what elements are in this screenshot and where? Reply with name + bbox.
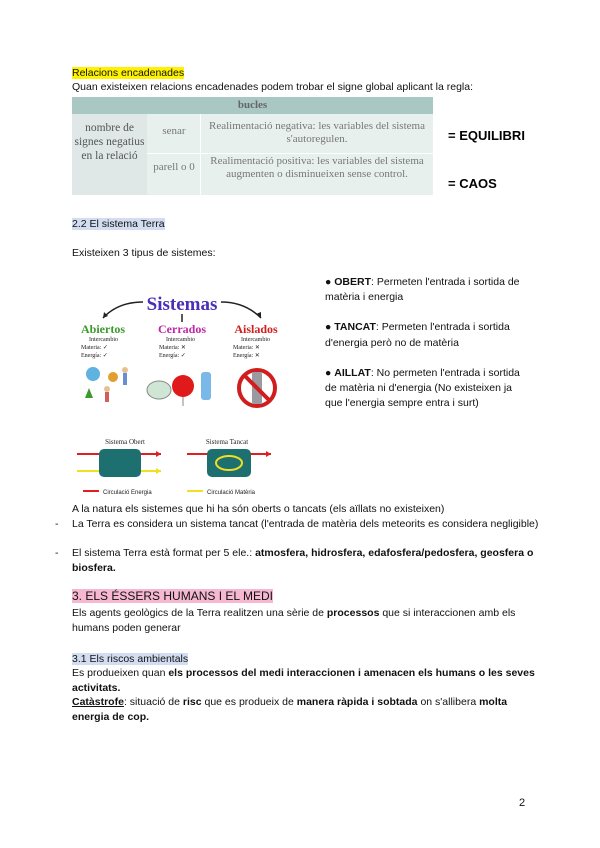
- section-title-essers-humans: 3. ELS ÉSSERS HUMANS I EL MEDI: [72, 589, 273, 603]
- type-cerrados: Cerrados: [158, 322, 206, 336]
- table-cell-parity: parell o 0: [153, 161, 195, 173]
- type-abiertos: Abiertos: [81, 322, 125, 336]
- section2-intro: Existeixen 3 tipus de sistemes:: [72, 247, 216, 259]
- svg-text:Energía: ✕: Energía: ✕: [233, 353, 260, 359]
- svg-text:Materia: ✓: Materia: ✓: [81, 345, 108, 351]
- legend-energia: Circulació Energia: [103, 490, 152, 496]
- lion-icon: [108, 372, 118, 382]
- svg-text:Energía: ✓: Energía: ✓: [159, 353, 186, 359]
- catastrofe-definition: Catàstrofe: situació de risc que es produeix de manera ràpida i sobtada on s'allibera molta energia de cop.: [72, 696, 508, 724]
- label-sistema-tancat: Sistema Tancat: [205, 438, 249, 446]
- sistemas-illustration: [73, 288, 291, 415]
- nature-text: A la natura els sistemes que hi ha són oberts o tancats (els aïllats no existeixen): [72, 503, 445, 515]
- table-cell-desc: Realimentació negativa: les variables del sistema s'autoregulen.: [209, 120, 425, 145]
- svg-text:Materia: ✕: Materia: ✕: [233, 345, 260, 351]
- table-cell-desc: Realimentació positiva: les variables del sistema augmenten o disminueixen sense control.: [210, 155, 424, 180]
- bullet-tancat: ● TANCAT: Permeten l'entrada i sortida d'energia però no de matèria: [325, 321, 510, 349]
- obert-tancat-diagram: [75, 436, 275, 498]
- plant-icon: [85, 388, 93, 398]
- sistemas-figure: [73, 288, 291, 415]
- bucles-table: [72, 97, 433, 195]
- figure-title: Sistemas: [146, 294, 218, 315]
- tancat-box: [207, 449, 251, 477]
- terrarium-icon: [147, 381, 171, 399]
- result-caos: = CAOS: [448, 176, 497, 191]
- earth-icon: [86, 367, 100, 381]
- svg-text:Materia: ✕: Materia: ✕: [159, 345, 186, 351]
- section-title-riscos: 3.1 Els riscos ambientals: [72, 653, 189, 665]
- bullet-obert: ● OBERT: Permeten l'entrada i sortida de matèria i energia: [325, 276, 520, 304]
- svg-text:Intercambio: Intercambio: [166, 337, 195, 343]
- type-aislados: Aislados: [234, 322, 278, 336]
- table-cell-parity: senar: [162, 125, 186, 137]
- dash-item-terra-tancat: - La Terra es considera un sistema tancat (l'entrada de matèria dels meteorits es considera negligible): [55, 518, 539, 530]
- intro-paragraph: Quan existeixen relacions encadenades podem trobar el signe global aplicant la regla:: [72, 81, 474, 93]
- bullet-aillat: ● AILLAT: No permeten l'entrada i sortida de matèria ni d'energia (No existeixen ja que l'energia sempre entra i surt): [325, 366, 520, 410]
- table-row-label: nombre de signes negatius en la relació: [72, 114, 147, 195]
- section-title-relacions: Relacions encadenades: [72, 67, 185, 79]
- dash-item-components: - El sistema Terra està format per 5 ele.: atmosfera, hidrosfera, edafosfera/pedosfera, geosfera o biosfera.: [55, 547, 534, 575]
- svg-text:Energía: ✓: Energía: ✓: [81, 353, 108, 359]
- svg-text:Intercambio: Intercambio: [241, 337, 270, 343]
- bottle-icon: [201, 372, 211, 400]
- legend-materia: Circulació Matèria: [207, 490, 256, 496]
- page-number: 2: [519, 797, 526, 809]
- section-title-sistema-terra: 2.2 El sistema Terra: [72, 218, 165, 230]
- system-types-list: [325, 275, 530, 412]
- obert-box: [99, 449, 141, 477]
- result-equilibri: = EQUILIBRI: [448, 128, 525, 143]
- svg-text:Intercambio: Intercambio: [89, 337, 118, 343]
- section3-paragraph: Els agents geològics de la Terra realitzen una sèrie de processos que si interaccionen amb els humans poden generar: [72, 607, 516, 635]
- riscos-paragraph: Es produeixen quan els processos del medi interaccionen i amenacen els humans o les seves activitats.: [72, 667, 535, 695]
- balloon-icon: [172, 375, 194, 397]
- label-sistema-obert: Sistema Obert: [105, 438, 145, 446]
- table-header: bucles: [72, 97, 433, 114]
